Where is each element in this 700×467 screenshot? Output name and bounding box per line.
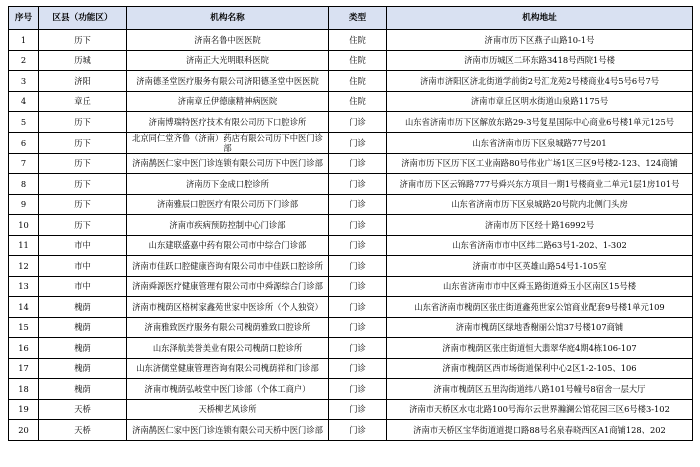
- address-cell: 济南市历下区历下区工业南路80号伟业广场1区三区9号楼2-123、124商铺: [387, 153, 693, 174]
- institution-name-cell: 济南章丘伊德康精神病医院: [127, 91, 329, 112]
- table-row: [9, 215, 693, 236]
- table-row: [9, 420, 693, 441]
- type-cell: 门诊: [329, 215, 387, 236]
- row-index-cell: 17: [9, 358, 39, 379]
- institution-name-cell: 济南鹊医仁家中医门诊连锁有限公司历下中医门诊部: [127, 153, 329, 174]
- address-cell: 济南市济阳区济北街道学前街2号汇龙苑2号楼商业4号5号6号7号: [387, 71, 693, 92]
- institution-name-cell: 济南德圣堂医疗服务有限公司济阳德圣堂中医医院: [127, 71, 329, 92]
- institution-name-cell: 天桥柳艺风诊所: [127, 399, 329, 420]
- district-cell: 槐荫: [39, 358, 127, 379]
- address-cell: 济南市槐荫区五里沟街道纬八路101号幢号8宿舍一层大厅: [387, 379, 693, 400]
- district-cell: 历下: [39, 30, 127, 51]
- district-cell: 槐荫: [39, 297, 127, 318]
- row-index-cell: 8: [9, 174, 39, 195]
- type-cell: 门诊: [329, 317, 387, 338]
- address-cell: 山东省济南市历下区泉城路20号院内北侧门头房: [387, 194, 693, 215]
- district-cell: 历下: [39, 112, 127, 133]
- type-cell: 门诊: [329, 194, 387, 215]
- table-row: [9, 194, 693, 215]
- district-cell: 市中: [39, 235, 127, 256]
- institution-table: [8, 6, 693, 441]
- table-row: [9, 399, 693, 420]
- district-cell: 章丘: [39, 91, 127, 112]
- row-index-cell: 14: [9, 297, 39, 318]
- address-cell: 济南市天桥区宝华街道道提口路88号名泉春晓西区A1商铺128、202: [387, 420, 693, 441]
- table-row: [9, 174, 693, 195]
- institution-name-cell: 山东建联盛嘉中药有限公司市中综合门诊部: [127, 235, 329, 256]
- type-cell: 住院: [329, 71, 387, 92]
- type-cell: 门诊: [329, 338, 387, 359]
- row-index-cell: 15: [9, 317, 39, 338]
- address-cell: 山东省济南市历下区泉城路77号201: [387, 132, 693, 153]
- district-cell: 历城: [39, 50, 127, 71]
- district-cell: 历下: [39, 132, 127, 153]
- row-index-cell: 5: [9, 112, 39, 133]
- address-cell: 济南市市中区英雄山路54号1-105室: [387, 256, 693, 277]
- institution-name-cell: 济南市槐荫区格树家鑫苑世家中医诊所（个人独资）: [127, 297, 329, 318]
- table-row: [9, 112, 693, 133]
- district-cell: 槐荫: [39, 338, 127, 359]
- institution-name-cell: 济南鹊医仁家中医门诊连锁有限公司天桥中医门诊部: [127, 420, 329, 441]
- district-cell: 槐荫: [39, 379, 127, 400]
- address-cell: 济南市历下区燕子山路10-1号: [387, 30, 693, 51]
- table-header-row: [9, 7, 693, 30]
- table-row: [9, 338, 693, 359]
- table-row: [9, 276, 693, 297]
- type-cell: 门诊: [329, 420, 387, 441]
- address-cell: 山东省济南市市中区纬二路63号1-202、1-302: [387, 235, 693, 256]
- institution-name-cell: 济南博瑞特医疗技术有限公司历下口腔诊所: [127, 112, 329, 133]
- header-address: 机构地址: [387, 7, 693, 30]
- institution-name-cell: 济南雅辰口腔医疗有限公司历下门诊部: [127, 194, 329, 215]
- address-cell: 济南市历城区二环东路3418号西院1号楼: [387, 50, 693, 71]
- row-index-cell: 2: [9, 50, 39, 71]
- table-row: [9, 71, 693, 92]
- district-cell: 历下: [39, 215, 127, 236]
- row-index-cell: 6: [9, 132, 39, 153]
- institution-name-cell: 济南市疾病预防控制中心门诊部: [127, 215, 329, 236]
- institution-name-cell: 济南名鲁中医医院: [127, 30, 329, 51]
- row-index-cell: 18: [9, 379, 39, 400]
- district-cell: 济阳: [39, 71, 127, 92]
- table-row: [9, 153, 693, 174]
- type-cell: 门诊: [329, 276, 387, 297]
- district-cell: 历下: [39, 153, 127, 174]
- type-cell: 门诊: [329, 297, 387, 318]
- institution-name-cell: 山东济儒堂健康管理咨询有限公司槐荫祥和门诊部: [127, 358, 329, 379]
- address-cell: 济南市历下区经十路16992号: [387, 215, 693, 236]
- row-index-cell: 11: [9, 235, 39, 256]
- type-cell: 门诊: [329, 256, 387, 277]
- row-index-cell: 10: [9, 215, 39, 236]
- address-cell: 济南市历下区云锦路777号舜兴东方项目一期1号楼商业二单元1层1房101号: [387, 174, 693, 195]
- type-cell: 门诊: [329, 235, 387, 256]
- header-index: 序号: [9, 7, 39, 30]
- address-cell: 济南市槐荫区绿地香榭丽公馆37号楼107商铺: [387, 317, 693, 338]
- address-cell: 济南市天桥区水屯北路100号海尔云世界瀚澜公馆花园三区6号楼3-102: [387, 399, 693, 420]
- row-index-cell: 12: [9, 256, 39, 277]
- table-row: [9, 256, 693, 277]
- table-row: [9, 132, 693, 153]
- institution-name-cell: 济南市槐荫弘岐堂中医门诊部（个体工商户）: [127, 379, 329, 400]
- address-cell: 济南市槐荫区张庄街道恒大翡翠华庭4期4栋106-107: [387, 338, 693, 359]
- district-cell: 槐荫: [39, 317, 127, 338]
- table-row: [9, 297, 693, 318]
- table-row: [9, 91, 693, 112]
- row-index-cell: 9: [9, 194, 39, 215]
- address-cell: 山东省济南市市中区舜玉路街道舜玉小区南区15号楼: [387, 276, 693, 297]
- table-row: [9, 358, 693, 379]
- row-index-cell: 19: [9, 399, 39, 420]
- type-cell: 住院: [329, 50, 387, 71]
- institution-name-cell: 济南市佳跃口腔健康咨询有限公司市中佳跃口腔诊所: [127, 256, 329, 277]
- type-cell: 门诊: [329, 112, 387, 133]
- row-index-cell: 16: [9, 338, 39, 359]
- institution-name-cell: 济南正大光明眼科医院: [127, 50, 329, 71]
- district-cell: 天桥: [39, 420, 127, 441]
- institution-name-cell: 北京同仁堂齐鲁（济南）药店有限公司历下中医门诊部: [127, 132, 329, 153]
- table-row: [9, 379, 693, 400]
- type-cell: 门诊: [329, 399, 387, 420]
- district-cell: 天桥: [39, 399, 127, 420]
- institution-table-container: [8, 6, 692, 441]
- type-cell: 住院: [329, 30, 387, 51]
- header-institution-name: 机构名称: [127, 7, 329, 30]
- institution-name-cell: 济南历下金成口腔诊所: [127, 174, 329, 195]
- row-index-cell: 20: [9, 420, 39, 441]
- table-row: [9, 317, 693, 338]
- district-cell: 市中: [39, 256, 127, 277]
- table-row: [9, 50, 693, 71]
- type-cell: 门诊: [329, 358, 387, 379]
- row-index-cell: 3: [9, 71, 39, 92]
- type-cell: 门诊: [329, 153, 387, 174]
- row-index-cell: 1: [9, 30, 39, 51]
- header-district: 区县（功能区）: [39, 7, 127, 30]
- type-cell: 住院: [329, 91, 387, 112]
- district-cell: 历下: [39, 194, 127, 215]
- address-cell: 济南市章丘区明水街道山泉路1175号: [387, 91, 693, 112]
- address-cell: 济南市槐荫区西市场街道保利中心2区1-2-105、106: [387, 358, 693, 379]
- address-cell: 山东省济南市历下区解放东路29-3号复星国际中心商业6号楼1单元125号: [387, 112, 693, 133]
- table-row: [9, 30, 693, 51]
- type-cell: 门诊: [329, 379, 387, 400]
- district-cell: 市中: [39, 276, 127, 297]
- institution-name-cell: 济南雅致医疗服务有限公司槐荫雅致口腔诊所: [127, 317, 329, 338]
- row-index-cell: 4: [9, 91, 39, 112]
- row-index-cell: 13: [9, 276, 39, 297]
- address-cell: 山东省济南市槐荫区张庄街道鑫苑世家公馆商业配套9号楼1单元109: [387, 297, 693, 318]
- type-cell: 门诊: [329, 132, 387, 153]
- institution-name-cell: 山东泽航美誉美业有限公司槐荫口腔诊所: [127, 338, 329, 359]
- type-cell: 门诊: [329, 174, 387, 195]
- row-index-cell: 7: [9, 153, 39, 174]
- table-row: [9, 235, 693, 256]
- header-type: 类型: [329, 7, 387, 30]
- institution-name-cell: 济南舜源医疗健康管理有限公司市中舜源综合门诊部: [127, 276, 329, 297]
- district-cell: 历下: [39, 174, 127, 195]
- table-body: [9, 30, 693, 441]
